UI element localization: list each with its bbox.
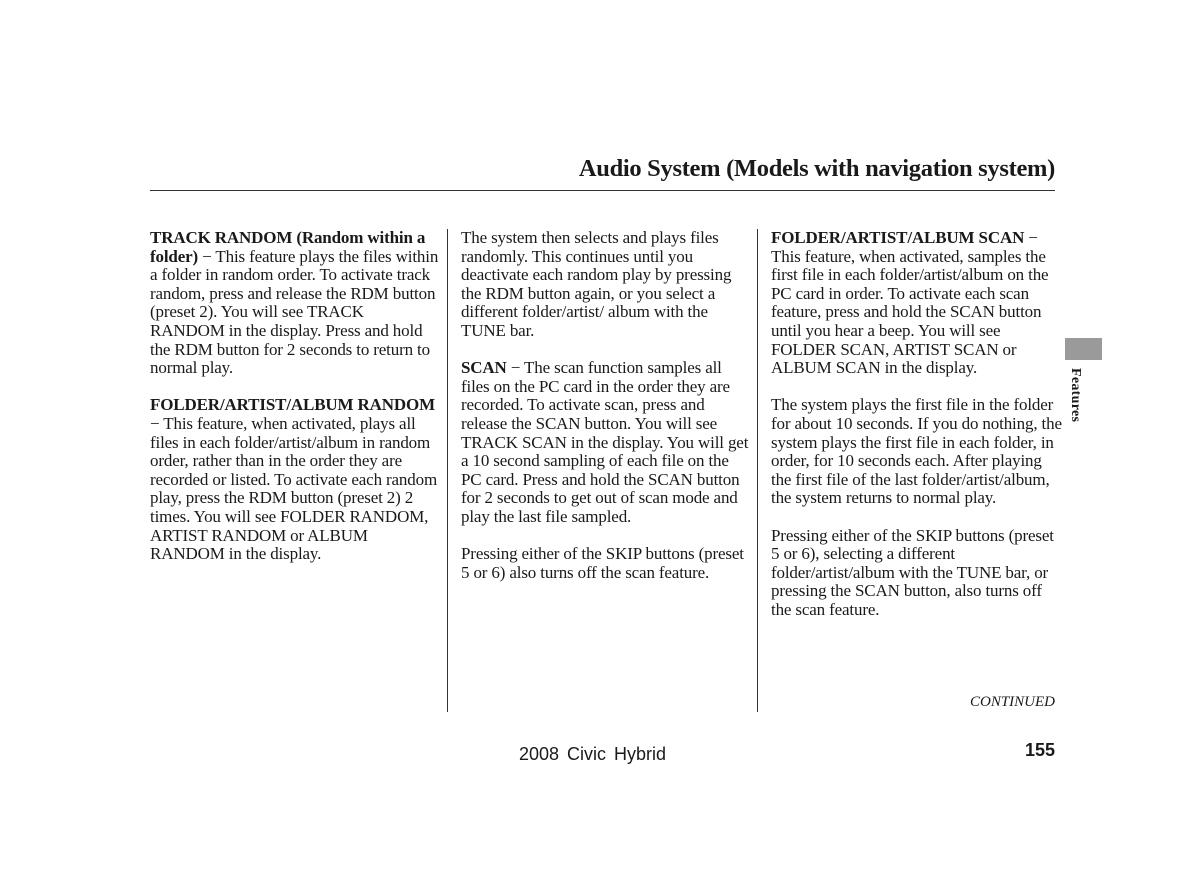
footer-model-name: 2008 Civic Hybrid <box>519 744 667 764</box>
page-title: Audio System (Models with navigation system) <box>578 155 1055 182</box>
paragraph-folder-scan-behavior <box>771 396 1063 508</box>
paragraph-text: This feature, when activated, samples the first file in each folder/artist/album on the PC card in order. To activate each scan feature, press and hold the SCAN button until you hear a beep. You will see FOLDER SCAN, ARTIST SCAN or ALBUM SCAN in the display. <box>771 246 1049 378</box>
title-rule <box>150 190 1055 191</box>
paragraph-heading: FOLDER/ARTIST/ALBUM RANDOM <box>150 395 435 415</box>
section-tab-label: Features <box>1068 368 1083 423</box>
column-divider-2 <box>757 229 758 712</box>
paragraph-heading: SCAN <box>461 358 507 378</box>
paragraph-text: This feature, when activated, plays all files in each folder/artist/album in random order, rather than in the order they are recorded or listed. To activate each random play, press the RDM button (preset 2) 2 times. You will see FOLDER RANDOM, ARTIST RANDOM or ALBUM RANDOM in the display. <box>150 413 438 564</box>
continued-label: CONTINUED <box>969 694 1055 710</box>
heading-separator: − <box>506 358 525 378</box>
paragraph-skip-folder-scan <box>771 527 1063 620</box>
paragraph-folder-scan <box>771 229 1063 378</box>
paragraph-text: The system then selects and plays files randomly. This continues until you deactivate each random play by pressing the RDM button again, or you select a different folder/artist/ album with the TUNE bar. <box>461 228 732 340</box>
text-column-3 <box>771 229 1063 638</box>
paragraph-text: Pressing either of the SKIP buttons (preset 5 or 6), selecting a different folder/artist/album with the TUNE bar, or pressing the SCAN button, also turns off the scan feature. <box>771 525 1054 619</box>
paragraph-heading: TRACK RANDOM (Random within a folder) <box>150 228 426 266</box>
paragraph-track-random <box>150 229 442 378</box>
paragraph-text: This feature plays the files within a folder in random order. To activate track random, press and release the RDM button (preset 2). You will see TRACK RANDOM in the display. Press and hold the RDM button for 2 seconds to return to normal play. <box>150 246 439 378</box>
paragraph-text: The scan function samples all files on the PC card in the order they are recorded. To activate scan, press and release the SCAN button. You will see TRACK SCAN in the display. You will get a 10 second sampling of each file on the PC card. Press and hold the SCAN button for 2 seconds to get out of scan mode and play the last file sampled. <box>461 358 749 526</box>
heading-separator: − <box>1024 228 1038 247</box>
paragraph-skip-scan <box>461 545 753 582</box>
paragraph-text: The system plays the first file in the folder for about 10 seconds. If you do nothing, the system plays the first file in each folder, in order, for 10 seconds each. After playing the first file of the last folder/artist/album, the system returns to normal play. <box>771 395 1062 508</box>
paragraph-scan <box>461 359 753 526</box>
heading-separator: − <box>198 246 216 266</box>
section-tab-marker <box>1065 338 1102 360</box>
column-divider-1 <box>447 229 448 712</box>
paragraph-random-continued <box>461 229 753 341</box>
page-number: 155 <box>1024 740 1055 760</box>
text-column-1 <box>150 229 442 582</box>
text-column-2 <box>461 229 753 601</box>
paragraph-folder-random <box>150 396 442 563</box>
heading-separator: − <box>150 413 164 433</box>
paragraph-text: Pressing either of the SKIP buttons (preset 5 or 6) also turns off the scan feature. <box>461 544 744 582</box>
paragraph-heading: FOLDER/ARTIST/ALBUM SCAN <box>771 228 1025 247</box>
